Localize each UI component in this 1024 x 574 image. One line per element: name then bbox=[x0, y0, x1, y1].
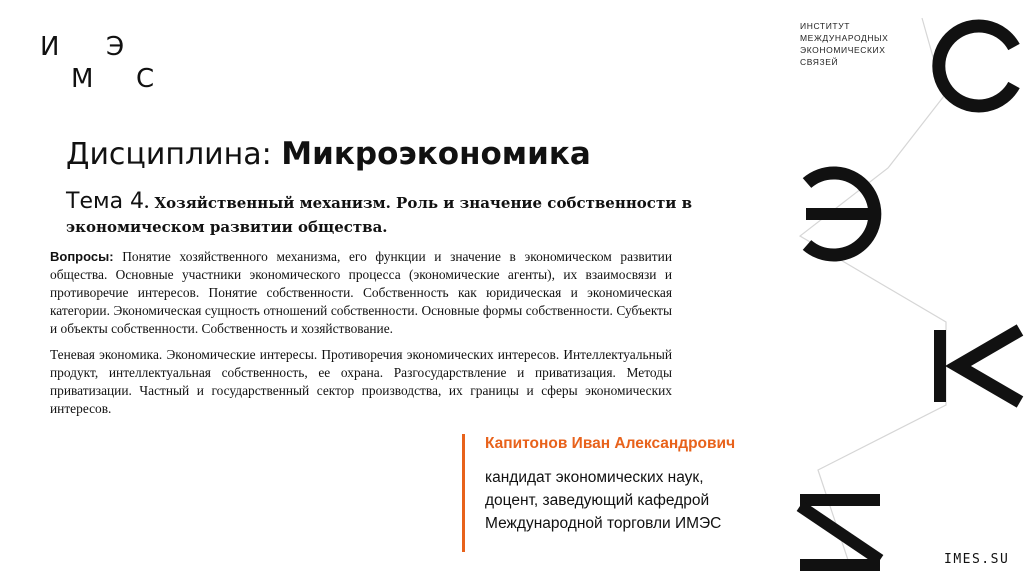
site-url: IMES.SU bbox=[944, 552, 1010, 567]
questions-text-1: Понятие хозяйственного механизма, его функции и значение в экономическом развитии общества. Основные участники экономического процесса (экономические агенты), их взаимосвязи и противоречие интересов. Понятие собственности. Собственность как юридическая и экономическая категории. Экономическая сущность отношений собственности. Основные формы собственности. Субъекты и объекты собственности. Собственность и хозяйствование. bbox=[50, 249, 672, 336]
questions-block bbox=[50, 248, 672, 418]
logo-letter-m: М bbox=[71, 64, 94, 94]
author-description bbox=[485, 466, 721, 535]
accent-divider bbox=[462, 434, 465, 552]
topic-label: Тема 4 bbox=[66, 189, 145, 214]
connector-line bbox=[800, 18, 946, 560]
logo-letter-s: С bbox=[136, 64, 155, 94]
topic-heading bbox=[66, 190, 826, 239]
author-desc-line: кандидат экономических наук, bbox=[485, 469, 704, 486]
page-title bbox=[66, 136, 591, 172]
title-prefix: Дисциплина: bbox=[66, 137, 282, 172]
logo-letter-i: И bbox=[40, 32, 60, 62]
letter-m-shape bbox=[958, 330, 1020, 402]
institute-line: МЕЖДУНАРОДНЫХ bbox=[800, 33, 889, 43]
institute-line: СВЯЗЕЙ bbox=[800, 57, 839, 67]
institute-name bbox=[800, 20, 920, 68]
letter-c-shape bbox=[939, 26, 1014, 106]
institute-line: ЭКОНОМИЧЕСКИХ bbox=[800, 45, 886, 55]
title-subject: Микроэкономика bbox=[281, 136, 591, 172]
questions-paragraph-1 bbox=[50, 248, 672, 338]
institute-line: ИНСТИТУТ bbox=[800, 21, 850, 31]
logo-letter-e: Э bbox=[106, 32, 125, 62]
letter-i-diag bbox=[800, 506, 880, 560]
author-desc-line: доцент, заведующий кафедрой bbox=[485, 492, 710, 509]
questions-paragraph-2: Теневая экономика. Экономические интересы. Противоречия экономических интересов. Интеллектуальный продукт, интеллектуальная собственность, ее охрана. Разгосударствление и приватизация. Методы приватизации. Частный и государственный сектор производства, их границы и сферы экономических интересов. bbox=[50, 347, 672, 416]
topic-text: . Хозяйственный механизм. Роль и значение собственности в экономическом развитии общества. bbox=[66, 194, 693, 236]
questions-label: Вопросы: bbox=[50, 249, 114, 264]
author-name: Капитонов Иван Александрович bbox=[485, 435, 736, 452]
author-desc-line: Международной торговли ИМЭС bbox=[485, 515, 722, 532]
